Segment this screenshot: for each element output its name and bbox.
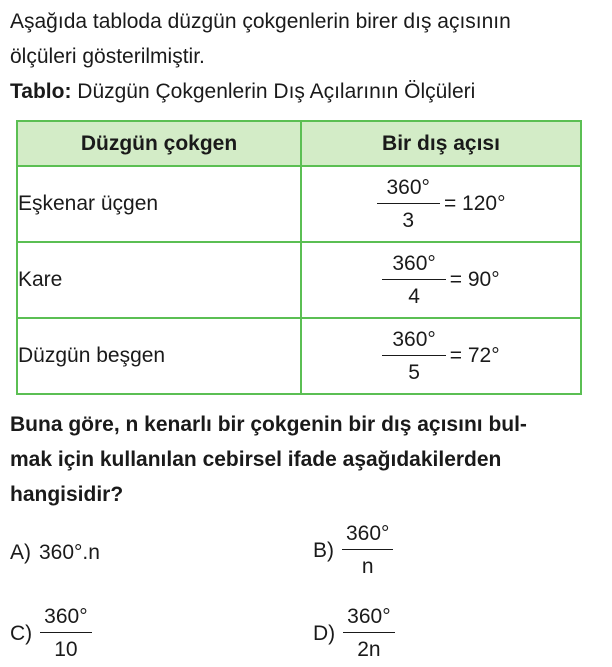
row-name: Düzgün beşgen [17,318,301,394]
fraction-numerator: 360° [382,252,445,280]
fraction-numerator: 360° [342,522,393,550]
exterior-angle-table [16,120,582,395]
fraction-denominator: 4 [408,284,420,308]
option-d-fraction [343,605,394,662]
row-angle [301,318,581,394]
option-b-fraction [342,522,393,579]
intro-line-2: ölçüleri gösterilmiştir. [10,45,205,68]
fraction-numerator: 360° [382,328,445,356]
header-exterior-angle: Bir dış açısı [301,121,581,166]
fraction-denominator: 10 [54,638,78,661]
intro-text [10,4,605,74]
intro-line-1: Aşağıda tabloda düzgün çokgenlerin birer dış açısının [10,10,511,33]
option-c-fraction [40,605,91,662]
caption-prefix: Tablo: [10,80,72,103]
question-text [10,407,607,512]
fraction-denominator: n [361,555,374,578]
option-c[interactable] [10,605,92,662]
caption-text: Düzgün Çokgenlerin Dış Açılarının Ölçüleri [77,80,476,103]
fraction-numerator: 360° [40,605,91,633]
table-header-row [17,121,581,166]
fraction [377,176,440,233]
question-line-3: hangisidir? [10,483,124,506]
option-d[interactable] [313,605,395,662]
option-b-label: B) [313,538,334,562]
table-row [17,242,581,318]
angle-result: = 72° [449,344,500,367]
fraction-denominator: 5 [408,360,420,384]
option-b[interactable] [313,522,393,579]
row-angle [301,242,581,318]
table-row [17,166,581,242]
question-line-2: mak için kullanılan cebirsel ifade aşağıdakilerden [10,448,502,471]
fraction [382,252,445,309]
option-d-label: D) [313,621,336,645]
option-a-label: A) [10,541,31,564]
row-name: Kare [17,242,301,318]
question-line-1: Buna göre, n kenarlı bir çokgenin bir dış açısını bul- [10,413,527,436]
fraction [382,328,445,385]
option-c-label: C) [10,621,33,645]
option-a-text: 360°.n [39,541,100,564]
row-name: Eşkenar üçgen [17,166,301,242]
option-a[interactable] [10,538,100,568]
row-angle [301,166,581,242]
fraction-denominator: 2n [357,638,381,661]
fraction-numerator: 360° [343,605,394,633]
angle-result: = 90° [449,268,500,291]
fraction-denominator: 3 [402,208,415,232]
table-caption [10,77,475,107]
fraction-numerator: 360° [377,176,440,204]
angle-result: = 120° [443,192,506,215]
header-polygon: Düzgün çokgen [17,121,301,166]
table-row [17,318,581,394]
